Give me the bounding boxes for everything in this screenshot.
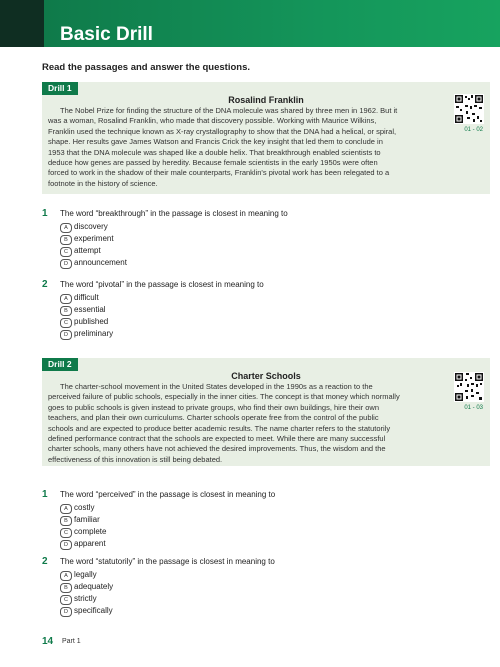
option-text: difficult (74, 293, 99, 302)
qr-code-icon[interactable] (454, 372, 484, 402)
option-text: costly (74, 503, 95, 512)
option-letter-badge: D (60, 607, 72, 617)
option-text: discovery (74, 222, 108, 231)
question-text: The word “breakthrough” in the passage is closest in meaning to (60, 209, 288, 218)
drill-2-audio-code: 01 - 03 (464, 405, 483, 411)
question-text: The word “perceived” in the passage is closest in meaning to (60, 490, 276, 499)
option-text: published (74, 317, 109, 326)
option-letter-badge: A (60, 571, 72, 581)
option-text: strictly (74, 594, 97, 603)
question-number: 1 (42, 489, 48, 500)
option-letter-badge: A (60, 223, 72, 233)
question-text: The word “statutorily” in the passage is closest in meaning to (60, 557, 275, 566)
header-dark-block (0, 0, 44, 47)
option-text: familiar (74, 515, 100, 524)
option-letter-badge: B (60, 516, 72, 526)
question-text: The word “pivotal” in the passage is closest in meaning to (60, 280, 264, 289)
option-text: apparent (74, 539, 106, 548)
page-number: 14 (42, 636, 54, 647)
option-text: essential (74, 305, 106, 314)
option-letter-badge: C (60, 595, 72, 605)
drill-1-passage: The Nobel Prize for finding the structure of the DNA molecule was shared by three men in 1962. But it was a woman, Rosalind Franklin, who made that discovery possible. Working with Maurice Wilkins, Franklin used the technique known as X-ray crystallography to show that the DNA had a helical, or spiral, shape. Her results gave James Watson and Francis Crick the key insight that led them to conclude in 1953 that the DNA molecule was shaped like a double helix. That breakthrough enabled scientists to deduce how genes are passed by heredity. Because female scientists in the early 1950s were often forced to work in the shadow of their male counterparts, Franklin's pivotal work has been relegated to a footnote in the history of science. (48, 106, 398, 188)
option-text: announcement (74, 258, 127, 267)
drill-1-box (42, 82, 490, 194)
question-number: 2 (42, 279, 48, 290)
option-letter-badge: C (60, 247, 72, 257)
option-letter-badge: A (60, 294, 72, 304)
instructions: Read the passages and answer the questions. (42, 62, 251, 73)
option-text: specifically (74, 606, 113, 615)
option-text: complete (74, 527, 107, 536)
qr-code-icon[interactable] (454, 94, 484, 124)
question-number: 2 (42, 556, 48, 567)
option-letter-badge: B (60, 306, 72, 316)
drill-2-title: Charter Schools (231, 371, 301, 381)
drill-2-passage: The charter-school movement in the United States developed in the 1990s as a reaction to the perceived failure of public schools, especially in the inner cities. The concept is that money which normally goes to public schools is given instead to private groups, who find their own buildings, hire their own teachers, and plan their own curriculums. Charter schools operate free from the control of the public schools and are expected to produce better academic results. The name charter refers to the statutorily defined performance contract that the schools are expected to meet. While there are many successful charter schools, many others have not achieved the desired improvements. Thus, the wisdom and the effectiveness of this innovation is still being debated. (48, 382, 400, 464)
option-letter-badge: D (60, 259, 72, 269)
drill-1-title: Rosalind Franklin (228, 95, 304, 105)
drill-2-label: Drill 2 (42, 358, 78, 371)
drill-2-box (42, 358, 490, 466)
question-number: 1 (42, 208, 48, 219)
option-letter-badge: B (60, 235, 72, 245)
option-letter-badge: D (60, 330, 72, 340)
option-letter-badge: D (60, 540, 72, 550)
option-letter-badge: C (60, 318, 72, 328)
option-letter-badge: B (60, 583, 72, 593)
option-text: adequately (74, 582, 114, 591)
option-text: attempt (74, 246, 101, 255)
option-letter-badge: A (60, 504, 72, 514)
page-header (0, 0, 500, 47)
page-title: Basic Drill (60, 24, 153, 45)
drill-1-audio-code: 01 - 02 (464, 127, 483, 133)
option-letter-badge: C (60, 528, 72, 538)
drill-1-label: Drill 1 (42, 82, 78, 95)
option-text: experiment (74, 234, 114, 243)
part-label: Part 1 (62, 638, 81, 645)
option-text: legally (74, 570, 97, 579)
option-text: preliminary (74, 329, 114, 338)
